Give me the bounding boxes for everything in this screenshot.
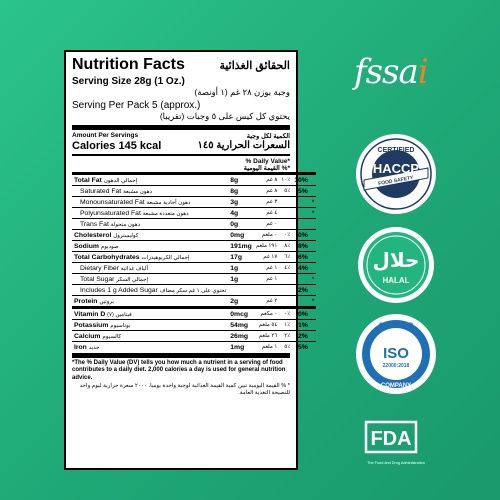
nutrient-name-ar: إجمالي الكربوهيدرات	[141, 254, 190, 261]
nutrient-row	[72, 331, 316, 342]
nutrient-dv	[292, 197, 310, 208]
iso-bottom-text: COMPANY	[380, 383, 412, 389]
nutrient-name-ar: دهون متحولة	[110, 221, 141, 228]
nutrient-star	[310, 263, 317, 274]
nutrient-amount: 8g	[228, 174, 254, 186]
nutrient-row	[72, 274, 316, 285]
nutrient-amount: 191mg	[230, 242, 252, 250]
nutrient-row	[72, 219, 316, 230]
amount-per-serving-ar: الكمية لكل وجبة	[246, 133, 290, 140]
nutrient-star	[310, 219, 317, 230]
nutrient-name	[72, 296, 228, 308]
nutrient-row	[72, 230, 316, 241]
nutrient-dv	[292, 208, 310, 219]
nutrient-star: *	[311, 275, 315, 283]
nutrient-dv-ar	[279, 197, 292, 208]
nutrient-star	[310, 241, 317, 252]
nutrient-dv: 2%	[292, 331, 310, 342]
haccp-main-text: HACCP	[372, 161, 420, 176]
amount-per-serving-row	[72, 132, 290, 140]
nutrient-amount-ar: ٨ غم	[254, 174, 279, 186]
nutrient-row	[72, 320, 316, 331]
nutrient-amount: 3g	[228, 197, 254, 208]
nutrient-name-ar: صوديوم	[100, 243, 119, 250]
nutrient-name-en: Total Sugar	[80, 275, 115, 283]
nutrient-star	[310, 331, 317, 342]
serving-size-row	[72, 76, 290, 87]
fda-sub-text: The Food and Drug Administration	[367, 461, 425, 465]
fssai-prefix: fssa	[354, 52, 418, 92]
nutrient-name-en: Saturated Fat	[80, 187, 122, 195]
nutrient-name-ar: بوتاسيوم	[110, 322, 131, 329]
nutrient-dv-ar	[279, 285, 292, 296]
halal-badge	[356, 225, 436, 305]
nutrient-dv-ar	[279, 219, 292, 230]
nutrient-dv: 8%	[292, 241, 310, 252]
nutrient-name-ar: كوليسترول	[113, 232, 139, 239]
nutrient-amount: 1g	[228, 263, 254, 274]
nutrient-name	[72, 285, 228, 296]
nutrient-amount: 2g	[228, 296, 254, 308]
nutrient-row	[72, 285, 316, 296]
nutrient-dv: 5%	[292, 342, 310, 353]
nutrient-name-ar: كالسيوم	[102, 333, 122, 340]
nutrient-name	[72, 174, 228, 186]
nutrient-amount: 0mcg	[228, 308, 254, 320]
nutrient-name-ar: إجمالي الدهون	[103, 177, 138, 184]
serving-size-ar: وجبة بوزن ٢٨ غم (١ أونصة)	[194, 87, 290, 97]
nutrient-amount: 8g	[228, 186, 254, 197]
haccp-badge	[354, 132, 438, 216]
nutrient-amount-ar: ٢ غم	[254, 296, 279, 308]
nutrient-dv	[292, 296, 310, 308]
nutrient-name-en: Trans Fat	[80, 220, 109, 228]
nutrient-star	[310, 174, 317, 186]
nutrient-amount-ar: ٣ غم	[254, 197, 279, 208]
nutrient-dv-ar	[279, 208, 292, 219]
nutrient-name-ar: إجمالي السكر	[116, 276, 149, 283]
nutrient-dv-ar	[279, 274, 292, 285]
nutrient-name	[72, 331, 228, 342]
fda-main-text: FDA	[370, 428, 412, 450]
nutrient-name	[72, 219, 228, 230]
serving-size: Serving Size 28g (1 Oz.)	[72, 76, 185, 87]
nutrient-name	[72, 241, 228, 252]
daily-value-header	[72, 158, 290, 172]
nutrient-row	[72, 174, 316, 186]
nutrient-name-en: Polyunsaturated Fat	[80, 209, 141, 217]
nutrient-dv	[292, 274, 310, 285]
halal-ar-text: حلال	[372, 248, 420, 272]
nutrient-amount-ar: ٢٦ ملغم	[254, 331, 279, 342]
nutrient-dv-ar: ٠٪	[279, 308, 292, 320]
nutrient-dv: 4%	[292, 263, 310, 274]
nutrient-star	[310, 230, 317, 241]
iso-main-text: ISO	[383, 345, 409, 362]
nutrient-amount-ar: ٠ ملغم	[254, 230, 279, 241]
nutrient-amount-ar: ٨ غم	[254, 186, 279, 197]
nutrient-dv-ar: ٢٪	[279, 331, 292, 342]
halal-seal-icon	[356, 225, 436, 305]
nutrient-amount-ar: ١٧ غم	[254, 252, 279, 263]
nutrient-amount: 26mg	[228, 331, 254, 342]
nutrient-amount: 1mg	[228, 342, 254, 353]
calories-ar: السعرات الحرارية ١٤٥	[197, 140, 290, 151]
nutrient-amount-ar: ٠ غم	[254, 219, 279, 230]
nutrient-dv	[292, 219, 310, 230]
nutrient-name	[72, 252, 228, 263]
nutrient-name-ar: حديد	[88, 344, 100, 351]
calories: Calories 145 kcal	[72, 140, 162, 152]
serving-per-pack: Serving Per Pack 5 (approx.)	[72, 100, 201, 111]
nutrient-name	[72, 274, 228, 285]
nutrient-name-en: Calcium	[74, 332, 101, 340]
nutrient-name-ar: دهون أحادية مشبعة	[146, 199, 191, 206]
fssai-logo	[354, 52, 444, 107]
nutrient-amount-ar: ٥٤ ملغم	[254, 320, 279, 331]
nutrient-name-en: Includes 1 g Added Sugar	[80, 286, 158, 294]
nutrient-dv-ar: ٥٪	[279, 342, 292, 353]
nutrient-dv-ar	[279, 296, 292, 308]
nutrient-dv-ar: ٤٪	[279, 263, 292, 274]
nutrient-table	[72, 172, 316, 352]
iso-number-text: 22000:2018	[382, 363, 410, 369]
nutrient-amount-ar: ١ غم	[254, 263, 279, 274]
nutrient-star: *	[311, 209, 315, 217]
nutrient-name-en: Protein	[74, 297, 98, 305]
nutrient-amount: 0mg	[228, 230, 254, 241]
nutrient-name-ar: بروتين	[99, 298, 114, 305]
nutrient-amount-ar: ١ ملغم	[254, 342, 279, 353]
thick-divider	[72, 125, 290, 130]
label-title: Nutrition Facts	[72, 56, 185, 73]
nutrient-dv: 10%	[292, 174, 310, 186]
nutrient-amount: 17g	[228, 252, 254, 263]
nutrient-name-en: Sodium	[74, 242, 99, 250]
nutrient-name-en: Total Fat	[74, 176, 102, 184]
medium-divider	[72, 154, 290, 156]
nutrient-dv-ar: ٦٪	[279, 252, 292, 263]
nutrient-amount: 0g	[228, 219, 254, 230]
nutrient-name	[72, 208, 228, 219]
haccp-seal-icon	[354, 132, 438, 216]
nutrient-name-en: Iron	[74, 343, 87, 351]
daily-value-header-en: % Daily Value*	[245, 158, 290, 165]
nutrient-name-en: Potassium	[74, 321, 109, 329]
daily-value-header-ar: القيمة اليومية %*	[243, 165, 290, 173]
nutrient-name	[72, 308, 228, 320]
iso-top-text: CERTIFIED	[378, 322, 414, 329]
nutrient-name-en: Vitamin D	[74, 310, 106, 318]
nutrient-row	[72, 208, 316, 219]
haccp-band-text: FOOD SAFETY	[377, 174, 414, 188]
nutrient-star	[310, 285, 317, 296]
nutrient-row	[72, 241, 316, 252]
nutrient-dv-ar: ٥٪	[279, 186, 292, 197]
nutrient-dv-ar: ٠٪	[279, 230, 292, 241]
nutrient-dv: 0%	[292, 308, 310, 320]
label-title-row	[72, 56, 290, 74]
nutrient-name	[72, 230, 228, 241]
nutrient-dv-ar: ١٪	[279, 320, 292, 331]
nutrient-star	[310, 252, 317, 263]
amount-per-serving: Amount Per Servings	[72, 132, 139, 139]
nutrient-amount-ar: ١٩١ ملغم	[254, 241, 279, 252]
thick-divider-bottom	[72, 353, 290, 358]
label-title-ar: الحقائق الغذائية	[219, 60, 290, 72]
haccp-top-text: CERTIFIED	[377, 147, 415, 154]
nutrient-dv: 1%	[292, 320, 310, 331]
nutrient-dv: 6%	[292, 252, 310, 263]
nutrient-name	[72, 320, 228, 331]
nutrient-row	[72, 308, 316, 320]
nutrient-amount: 54mg	[228, 320, 254, 331]
nutrient-row	[72, 342, 316, 353]
nutrient-row	[72, 197, 316, 208]
calories-row	[72, 140, 290, 152]
nutrient-name	[72, 186, 228, 197]
footnote-ar: * % القيمة اليومية تبين كمية القيمة الغذائية لوجبة واحدة يوميا. ٢٠٠٠ سعرة حرارية ليوم واحد للنصيحة التغذية العامة.	[79, 382, 290, 396]
nutrient-name-en: Monounsaturated Fat	[80, 198, 145, 206]
nutrient-amount-ar: ٤ غم	[254, 208, 279, 219]
nutrient-amount-ar	[254, 285, 279, 296]
serving-per-pack-row	[72, 100, 290, 111]
nutrient-name-ar: (٧) فيتامين	[107, 311, 132, 318]
fda-logo-icon	[362, 420, 430, 470]
nutrient-star	[310, 186, 317, 197]
nutrient-name	[72, 197, 228, 208]
nutrient-name-ar: ألياف غذائية	[120, 265, 148, 272]
nutrient-row	[72, 252, 316, 263]
nutrient-dv: 5%	[292, 186, 310, 197]
fda-badge	[362, 420, 430, 470]
nutrient-star	[310, 320, 317, 331]
nutrient-name-en: Dietary Fiber	[80, 264, 119, 272]
nutrient-dv-ar: ١٠٪	[279, 174, 292, 186]
nutrient-dv: 2%	[292, 285, 310, 296]
halal-en-text: HALAL	[382, 276, 410, 285]
nutrient-dv: 0%	[292, 230, 310, 241]
nutrient-amount	[228, 285, 254, 296]
nutrient-amount-ar: ١ غم	[254, 274, 279, 285]
nutrient-name-en: Total Carbohydrates	[74, 253, 140, 261]
iso-badge	[354, 312, 438, 396]
nutrition-facts-label	[64, 50, 315, 470]
nutrient-amount-ar: ٠ مكغم	[254, 308, 279, 320]
nutrient-row	[72, 186, 316, 197]
fssai-suffix: i	[417, 52, 428, 92]
nutrient-amount: 1g	[228, 274, 254, 285]
nutrient-star: *	[310, 296, 317, 308]
nutrient-name-ar: تحتوي على ١ غم سكر مضاف	[159, 287, 227, 294]
nutrient-name-ar: دهون مشبعة	[123, 188, 152, 195]
iso-seal-icon	[354, 312, 438, 396]
nutrient-name-ar: دهون متعددة مشبعة	[142, 210, 189, 217]
nutrient-name	[72, 342, 228, 353]
nutrient-star	[310, 308, 317, 320]
nutrient-name	[72, 263, 228, 274]
serving-per-pack-ar: يحتوي كل كيس على ٥ وجبات (تقريبا)	[159, 111, 290, 121]
nutrient-name-en: Cholesterol	[74, 231, 112, 239]
nutrient-row	[72, 296, 316, 308]
nutrient-star	[310, 342, 317, 353]
nutrient-star: *	[311, 198, 315, 206]
nutrient-dv-ar: ٨٪	[279, 241, 292, 252]
nutrient-amount: 4g	[228, 208, 254, 219]
footnote: *The % Daily Value (DV) tells you how much a nutrient in a serving of food contributes to a daily diet. 2,000 calories a day is used for general nutrition advice.	[72, 360, 286, 381]
nutrient-row	[72, 263, 316, 274]
